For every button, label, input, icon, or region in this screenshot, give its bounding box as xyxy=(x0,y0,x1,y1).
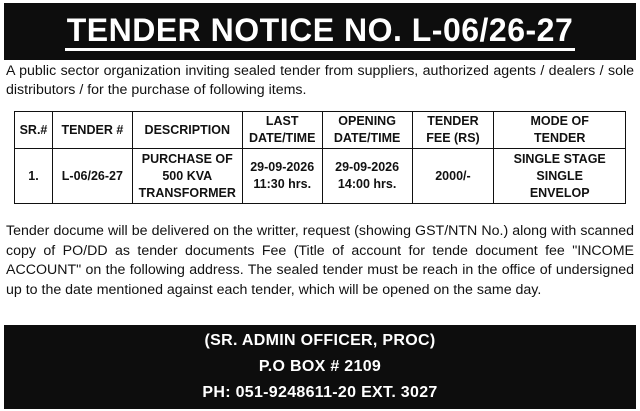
cell-mode: SINGLE STAGE SINGLE ENVELOP xyxy=(494,149,626,204)
notice-title: TENDER NOTICE NO. L-06/26-27 xyxy=(65,12,576,51)
cell-sr: 1. xyxy=(15,149,53,204)
header-mode: MODE OF TENDER xyxy=(494,112,626,149)
officer-title: (SR. ADMIN OFFICER, PROC) xyxy=(204,332,436,349)
phone-number: PH: 051-9248611-20 EXT. 3027 xyxy=(202,384,438,401)
header-fee: TENDER FEE (RS) xyxy=(412,112,494,149)
instructions-paragraph: Tender docume will be delivered on the writter, request (showing GST/NTN No.) along with scanned copy of PO/DD as tender documents Fee (Title of account for tende document fee "INCOME ACCOUNT" on the following address. The sealed tender must be reach in the office of undersigned up to the date mentioned against each tender, which will be opened on the same day. xyxy=(6,223,634,298)
header-last-date: LAST DATE/TIME xyxy=(242,112,322,149)
header-tender-no: TENDER # xyxy=(52,112,132,149)
po-box: P.O BOX # 2109 xyxy=(258,358,382,375)
cell-last-date: 29-09-2026 11:30 hrs. xyxy=(242,149,322,204)
table-header-row xyxy=(15,112,626,149)
header-sr: SR.# xyxy=(15,112,53,149)
header-description: DESCRIPTION xyxy=(132,112,242,149)
title-banner xyxy=(4,3,636,60)
table-row xyxy=(15,149,626,204)
cell-description: PURCHASE OF 500 KVA TRANSFORMER xyxy=(132,149,242,204)
tender-table xyxy=(14,111,626,204)
cell-tender-no: L-06/26-27 xyxy=(52,149,132,204)
cell-opening-date: 29-09-2026 14:00 hrs. xyxy=(322,149,412,204)
cell-fee: 2000/- xyxy=(412,149,494,204)
header-opening-date: OPENING DATE/TIME xyxy=(322,112,412,149)
contact-banner xyxy=(4,325,636,409)
intro-paragraph: A public sector organization inviting sealed tender from suppliers, authorized agents / dealers / sole distributors / for the purchase of following items. xyxy=(6,63,634,98)
